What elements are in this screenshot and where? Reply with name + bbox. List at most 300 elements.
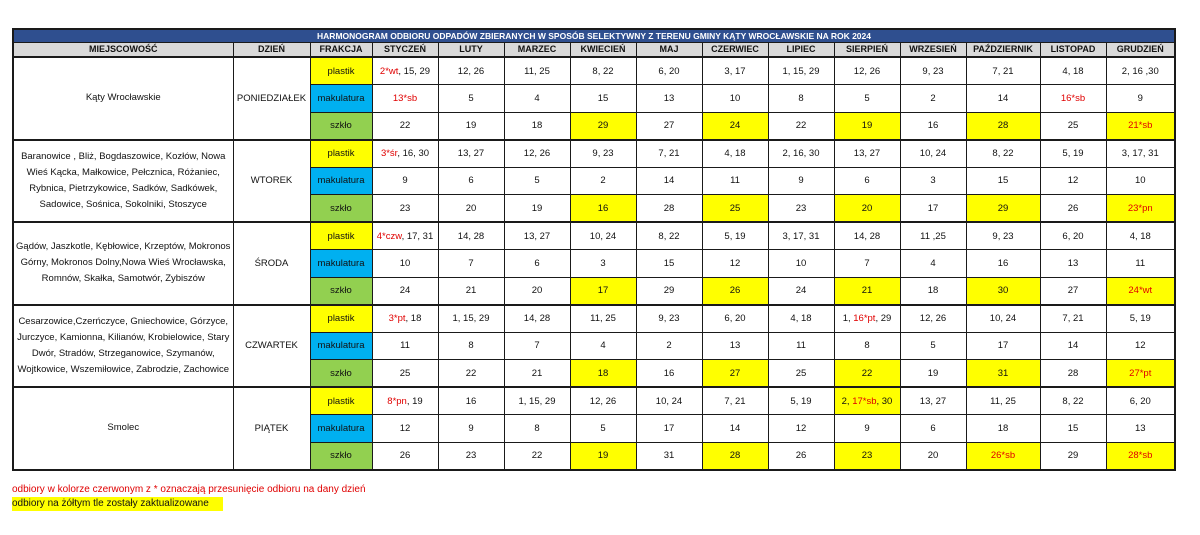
date-cell (372, 415, 438, 443)
date-cell (1106, 415, 1175, 443)
date-text: 7, 21 (1062, 313, 1084, 324)
date-text: 25 (729, 202, 741, 214)
date-cell (636, 305, 702, 333)
location-cell: Baranowice , Bliż, Bogdaszowice, Kozłów, Nowa Wieś Kącka, Małkowice, Pełcznica, Różaniec, Rybnica, Pietrzykowice, Sadków, Sadkówek, Sadowice, Sośnica, Sokolniki, Stoszyce (13, 140, 233, 223)
date-text: 8 (798, 92, 804, 104)
date-text: 12, 26 (523, 148, 551, 159)
date-cell (438, 277, 504, 305)
date-text: 28 (729, 450, 741, 461)
date-text: 11 (796, 340, 806, 352)
date-text: 10, 24 (919, 148, 947, 159)
date-cell (1106, 387, 1175, 415)
date-cell (966, 277, 1040, 305)
date-text: 9, 23 (658, 313, 680, 324)
date-cell (768, 415, 834, 443)
date-cell (834, 360, 900, 388)
date-text: 15 (663, 257, 675, 269)
date-cell (636, 140, 702, 168)
date-text: 3, 17, 31 (1121, 148, 1159, 159)
fraction-cell: makulatura (310, 85, 372, 113)
date-cell (834, 387, 900, 415)
date-text: , 30 (876, 395, 893, 407)
date-text: 16 (597, 202, 609, 214)
date-cell (702, 360, 768, 388)
date-cell (834, 85, 900, 113)
date-text: 21 (861, 285, 873, 296)
date-text: 9, 23 (922, 65, 944, 77)
shifted-date: 24*wt (1128, 285, 1153, 296)
date-text: 14, 28 (523, 313, 551, 324)
date-cell (834, 112, 900, 140)
date-text: 1, 15, 29 (518, 395, 556, 407)
date-text: , 18 (405, 313, 422, 324)
date-cell (900, 195, 966, 223)
date-text: 24 (729, 120, 741, 131)
date-cell (438, 112, 504, 140)
date-text: 15 (997, 175, 1009, 187)
date-cell (834, 415, 900, 443)
date-text: 2, (841, 395, 853, 407)
date-cell (570, 222, 636, 250)
date-text: 8, 22 (658, 230, 680, 242)
date-text: 28 (1067, 367, 1079, 379)
date-text: 13 (1134, 422, 1146, 434)
location-cell: Smolec (13, 387, 233, 470)
date-text: 8 (468, 340, 474, 352)
date-text: 3 (930, 175, 936, 187)
header-month: KWIECIEŃ (570, 42, 636, 57)
header-month: CZERWIEC (702, 42, 768, 57)
day-cell: CZWARTEK (233, 305, 310, 388)
date-cell (636, 167, 702, 195)
date-cell (636, 250, 702, 278)
date-cell (438, 305, 504, 333)
date-cell (966, 415, 1040, 443)
date-text: 12 (1067, 175, 1079, 187)
fraction-cell: makulatura (310, 250, 372, 278)
date-text: 5, 19 (1129, 313, 1151, 324)
date-cell (636, 415, 702, 443)
date-cell (1106, 57, 1175, 85)
date-cell (1040, 415, 1106, 443)
date-text: 12 (795, 422, 807, 434)
date-text: 12 (399, 422, 411, 434)
date-text: 23 (465, 450, 477, 461)
date-cell (504, 277, 570, 305)
date-cell (504, 112, 570, 140)
date-cell (1040, 277, 1106, 305)
date-cell (702, 195, 768, 223)
header-month: STYCZEŃ (372, 42, 438, 57)
header-month: MARZEC (504, 42, 570, 57)
date-cell (636, 195, 702, 223)
date-cell (1106, 85, 1175, 113)
date-text: 29 (997, 202, 1009, 214)
date-cell (570, 167, 636, 195)
date-text: 25 (1067, 120, 1079, 131)
day-cell: WTOREK (233, 140, 310, 223)
date-text: 26 (1067, 202, 1079, 214)
date-cell (570, 360, 636, 388)
date-cell (372, 305, 438, 333)
header-month: WRZESIEŃ (900, 42, 966, 57)
fraction-cell: szkło (310, 112, 372, 140)
date-text: 13, 27 (919, 395, 947, 407)
date-cell (372, 222, 438, 250)
date-cell (1106, 140, 1175, 168)
date-cell (372, 57, 438, 85)
date-text: 11 (400, 340, 410, 352)
date-cell (702, 112, 768, 140)
header-month: SIERPIEŃ (834, 42, 900, 57)
date-text: 28 (663, 202, 675, 214)
date-cell (504, 360, 570, 388)
date-text: 9 (402, 175, 408, 187)
date-cell (1040, 222, 1106, 250)
date-cell (702, 222, 768, 250)
date-cell (834, 140, 900, 168)
date-cell (1040, 57, 1106, 85)
date-cell (570, 250, 636, 278)
shifted-date: 17*sb (852, 395, 877, 407)
date-cell (900, 415, 966, 443)
date-text: , 29 (875, 313, 892, 324)
date-text: 14 (663, 175, 675, 187)
shifted-date: 13*sb (392, 92, 418, 104)
date-cell (570, 387, 636, 415)
date-cell (570, 442, 636, 470)
date-text: 1, 15, 29 (452, 313, 490, 324)
date-cell (438, 167, 504, 195)
shifted-date: 21*sb (1128, 120, 1153, 131)
date-cell (768, 360, 834, 388)
shifted-date: 27*pt (1129, 367, 1152, 379)
date-cell (900, 140, 966, 168)
fraction-cell: szkło (310, 195, 372, 223)
date-text: 12, 26 (853, 65, 881, 77)
header-month: LISTOPAD (1040, 42, 1106, 57)
date-text: 16 (997, 257, 1009, 269)
date-cell (834, 57, 900, 85)
date-text: 18 (597, 367, 609, 379)
date-cell (372, 250, 438, 278)
date-cell (570, 85, 636, 113)
date-cell (636, 277, 702, 305)
date-cell (570, 305, 636, 333)
date-text: 22 (465, 367, 477, 379)
table-row (13, 222, 1175, 250)
date-text: 16 (927, 120, 939, 131)
date-cell (1106, 305, 1175, 333)
date-text: 26 (399, 450, 411, 461)
date-cell (768, 442, 834, 470)
date-text: 29 (1067, 450, 1079, 461)
date-cell (900, 250, 966, 278)
date-cell (636, 442, 702, 470)
date-text: 13 (663, 92, 675, 104)
date-text: 8 (864, 340, 870, 352)
shifted-date: 4*czw (376, 230, 402, 242)
date-text: 2, 16, 30 (782, 148, 820, 159)
date-text: 11 ,25 (920, 230, 946, 242)
date-cell (438, 415, 504, 443)
date-cell (504, 305, 570, 333)
shifted-date: 3*śr (380, 148, 398, 159)
date-cell (1106, 167, 1175, 195)
date-text: 22 (795, 120, 807, 131)
date-text: 14, 28 (853, 230, 881, 242)
fraction-cell: makulatura (310, 167, 372, 195)
date-cell (1040, 85, 1106, 113)
date-cell (504, 332, 570, 360)
date-cell (372, 140, 438, 168)
date-text: 19 (465, 120, 477, 131)
schedule-table (12, 28, 1176, 471)
date-text: 27 (1067, 285, 1079, 296)
date-cell (768, 85, 834, 113)
date-cell (1040, 167, 1106, 195)
date-text: 13, 27 (523, 230, 551, 242)
date-text: 9, 23 (992, 230, 1014, 242)
date-cell (768, 387, 834, 415)
date-cell (1040, 250, 1106, 278)
shifted-date: 2*wt (379, 65, 399, 77)
date-text: 5, 19 (1062, 148, 1084, 159)
date-text: , 16, 30 (397, 148, 430, 159)
date-text: 12, 26 (919, 313, 947, 324)
date-cell (636, 57, 702, 85)
date-text: 9 (468, 422, 474, 434)
date-cell (900, 442, 966, 470)
date-cell (900, 57, 966, 85)
date-text: 25 (795, 367, 807, 379)
date-text: 24 (795, 285, 807, 296)
date-cell (900, 112, 966, 140)
date-text: 7 (468, 257, 474, 269)
date-cell (1106, 222, 1175, 250)
date-cell (504, 415, 570, 443)
date-cell (702, 305, 768, 333)
date-text: 22 (861, 367, 873, 379)
date-text: 9, 23 (592, 148, 614, 159)
date-cell (834, 250, 900, 278)
date-text: , 17, 31 (401, 230, 434, 242)
date-text: 27 (729, 367, 741, 379)
date-cell (438, 195, 504, 223)
date-text: 7 (864, 257, 870, 269)
date-text: 8, 22 (992, 148, 1014, 159)
date-cell (768, 305, 834, 333)
date-text: 8, 22 (592, 65, 614, 77)
date-cell (504, 387, 570, 415)
fraction-cell: plastik (310, 140, 372, 168)
date-text: 4, 18 (724, 148, 746, 159)
date-cell (768, 167, 834, 195)
date-cell (900, 360, 966, 388)
date-cell (570, 140, 636, 168)
date-text: 2 (930, 92, 936, 104)
date-cell (1040, 360, 1106, 388)
fraction-cell: makulatura (310, 415, 372, 443)
fraction-cell: plastik (310, 387, 372, 415)
date-cell (768, 112, 834, 140)
date-cell (900, 277, 966, 305)
date-text: 23 (399, 202, 411, 214)
date-text: 6, 20 (658, 65, 680, 77)
date-text: 12 (729, 257, 741, 269)
table-row (13, 140, 1175, 168)
date-text: 16 (465, 395, 477, 407)
date-cell (504, 57, 570, 85)
date-text: 6, 20 (1129, 395, 1151, 407)
date-text: 6 (930, 422, 936, 434)
date-cell (834, 222, 900, 250)
date-cell (702, 415, 768, 443)
date-cell (768, 250, 834, 278)
date-cell (768, 140, 834, 168)
date-cell (372, 195, 438, 223)
date-cell (438, 332, 504, 360)
fraction-cell: szkło (310, 277, 372, 305)
date-cell (966, 57, 1040, 85)
date-text: 11, 25 (590, 313, 616, 324)
date-text: 18 (531, 120, 543, 131)
fraction-cell: plastik (310, 305, 372, 333)
date-cell (504, 140, 570, 168)
date-text: 8 (534, 422, 540, 434)
day-cell: PONIEDZIAŁEK (233, 57, 310, 140)
date-cell (1106, 360, 1175, 388)
day-cell: PIĄTEK (233, 387, 310, 470)
header-month: LIPIEC (768, 42, 834, 57)
date-text: 19 (861, 120, 873, 131)
date-text: 20 (531, 285, 543, 296)
date-text: 2 (666, 340, 672, 352)
date-cell (1106, 195, 1175, 223)
date-cell (438, 85, 504, 113)
date-text: 29 (597, 120, 609, 131)
date-cell (570, 112, 636, 140)
date-cell (504, 85, 570, 113)
date-cell (702, 250, 768, 278)
date-text: 7, 21 (724, 395, 746, 407)
fraction-cell: makulatura (310, 332, 372, 360)
table-row (13, 387, 1175, 415)
date-text: 6 (864, 175, 870, 187)
date-cell (504, 250, 570, 278)
header-fraction: FRAKCJA (310, 42, 372, 57)
date-text: 30 (997, 285, 1009, 296)
date-cell (372, 112, 438, 140)
date-cell (372, 442, 438, 470)
date-text: 11 (1135, 257, 1146, 269)
fraction-cell: plastik (310, 222, 372, 250)
date-cell (438, 442, 504, 470)
date-cell (966, 195, 1040, 223)
date-text: 4, 18 (790, 313, 812, 324)
date-cell (966, 332, 1040, 360)
date-text: 10 (729, 92, 741, 104)
date-cell (966, 112, 1040, 140)
shifted-date: 26*sb (990, 450, 1016, 461)
date-text: 26 (729, 285, 741, 296)
date-text: 21 (531, 367, 543, 379)
table-row (13, 57, 1175, 85)
date-cell (768, 277, 834, 305)
date-cell (636, 387, 702, 415)
date-text: 16 (663, 367, 675, 379)
date-text: 5, 19 (724, 230, 746, 242)
date-cell (966, 140, 1040, 168)
date-cell (1106, 250, 1175, 278)
date-text: 3, 17 (724, 65, 746, 77)
date-text: 10 (1134, 175, 1146, 187)
date-text: 19 (597, 450, 609, 461)
header-day: DZIEŃ (233, 42, 310, 57)
date-cell (1106, 332, 1175, 360)
date-cell (636, 85, 702, 113)
date-text: 7, 21 (992, 65, 1014, 77)
date-text: 31 (997, 367, 1009, 379)
date-cell (900, 167, 966, 195)
shifted-date: 23*pn (1127, 202, 1153, 214)
date-text: 23 (795, 202, 807, 214)
date-text: 10 (399, 257, 411, 269)
date-cell (966, 222, 1040, 250)
date-cell (702, 332, 768, 360)
date-cell (702, 85, 768, 113)
header-location: MIEJSCOWOŚĆ (13, 42, 233, 57)
date-text: 7, 21 (658, 148, 680, 159)
date-text: 20 (465, 202, 477, 214)
date-text: 23 (861, 450, 873, 461)
date-cell (900, 332, 966, 360)
date-text: 13 (1067, 257, 1079, 269)
date-text: 20 (861, 202, 873, 214)
date-cell (636, 112, 702, 140)
date-text: 19 (531, 202, 543, 214)
date-text: 10, 24 (989, 313, 1017, 324)
date-text: 4 (600, 340, 606, 352)
date-cell (372, 387, 438, 415)
date-cell (834, 195, 900, 223)
date-text: 10, 24 (655, 395, 683, 407)
date-text: 6 (468, 175, 474, 187)
date-cell (834, 305, 900, 333)
date-text: 11, 25 (524, 65, 550, 77)
date-text: 13, 27 (457, 148, 485, 159)
date-text: 17 (663, 422, 675, 434)
date-text: 14 (729, 422, 741, 434)
date-text: 18 (927, 285, 939, 296)
date-text: 21 (465, 285, 477, 296)
date-text: 13, 27 (853, 148, 881, 159)
date-cell (966, 250, 1040, 278)
date-text: 4 (534, 92, 540, 104)
date-text: 12 (1134, 340, 1146, 352)
date-cell (702, 442, 768, 470)
date-cell (636, 222, 702, 250)
date-cell (438, 387, 504, 415)
date-cell (372, 85, 438, 113)
fraction-cell: szkło (310, 442, 372, 470)
date-cell (570, 277, 636, 305)
date-text: 10 (795, 257, 807, 269)
date-text: 17 (597, 285, 609, 296)
date-text: 4, 18 (1062, 65, 1084, 77)
date-cell (1040, 305, 1106, 333)
date-cell (1040, 332, 1106, 360)
